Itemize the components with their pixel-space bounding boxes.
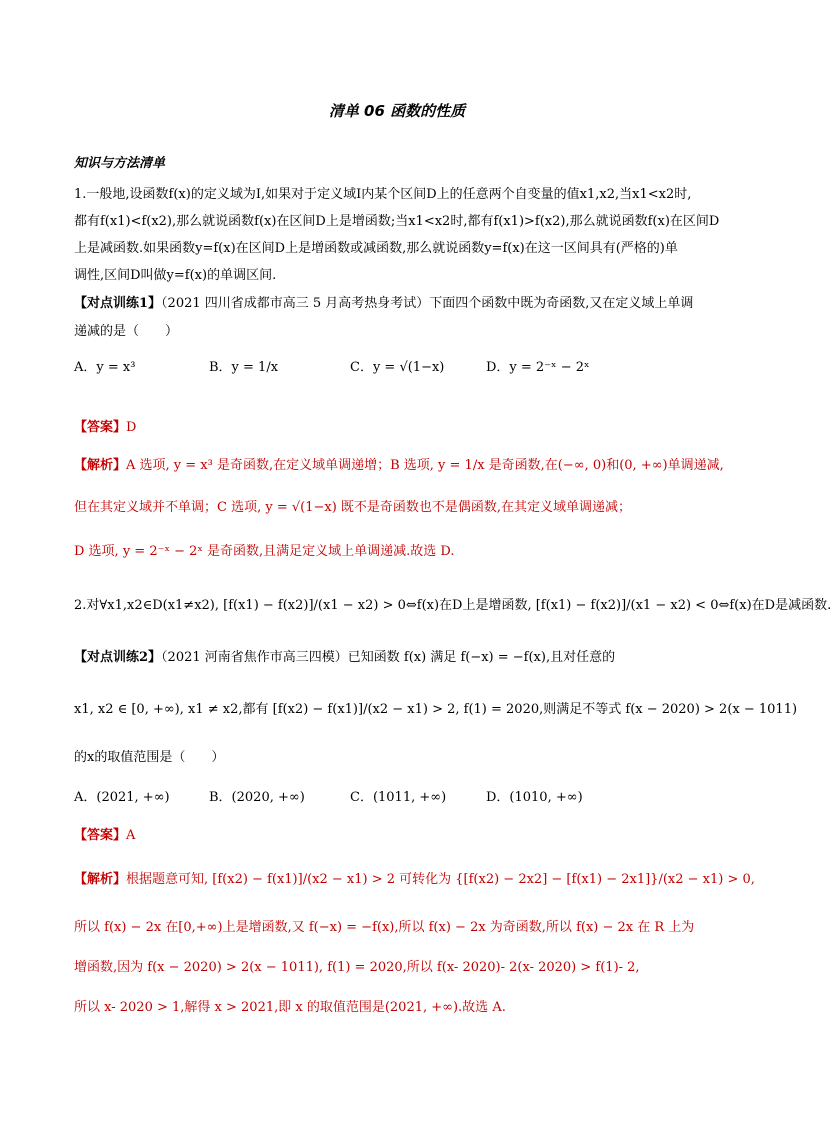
exercise-1-analysis-1: 【解析】A 选项, y = x³ 是奇函数,在定义域单调递增；B 选项, y = 1/x 是奇函数,在(−∞, 0)和(0, +∞)单调递减, xyxy=(74,458,724,473)
definition-line-1: 1.一般地,设函数f(x)的定义域为I,如果对于定义域I内某个区间D上的任意两个自变量的值x1,x2,当x1<x2时, xyxy=(74,187,692,202)
exercise-2-line-2: x1, x2 ∈ [0, +∞), x1 ≠ x2,都有 [f(x2) − f(x1)]/(x2 − x1) > 2, f(1) = 2020,则满足不等式 f(x − 2020) > 2(x − 1011) xyxy=(74,702,798,717)
definition-line-3: 上是减函数.如果函数y=f(x)在区间D上是增函数或减函数,那么就说函数y=f(x)在这一区间具有(严格的)单 xyxy=(74,241,678,256)
page-title: 清单 06 函数的性质 xyxy=(328,102,466,120)
exercise-1-analysis-3: D 选项, y = 2⁻ˣ − 2ˣ 是奇函数,且满足定义域上单调递减.故选 D. xyxy=(74,544,455,559)
answer-value: A xyxy=(126,828,136,843)
option-d: D．(1010, +∞) xyxy=(486,790,583,805)
exercise-1-tag: 【对点训练1】 xyxy=(74,296,162,311)
exercise-2-analysis-2: 所以 f(x) − 2x 在[0,+∞)上是增函数,又 f(−x) = −f(x),所以 f(x) − 2x 为奇函数,所以 f(x) − 2x 在 R 上为 xyxy=(74,920,695,935)
option-b: B．(2020, +∞) xyxy=(209,790,305,805)
exercise-2-line-3: 的x的取值范围是（ ） xyxy=(74,750,225,765)
section-heading: 知识与方法清单 xyxy=(74,156,166,171)
monotonic-criterion: 2.对∀x1,x2∈D(x1≠x2), [f(x1) − f(x2)]/(x1 − x2) > 0⇔f(x)在D上是增函数, [f(x1) − f(x2)]/(x1 − x2) < 0⇔f(x)在D是减函数. xyxy=(74,598,831,613)
answer-tag: 【答案】 xyxy=(74,828,127,843)
definition-line-2: 都有f(x1)<f(x2),那么就说函数f(x)在区间D上是增函数;当x1<x2时,都有f(x1)>f(x2),那么就说函数f(x)在区间D xyxy=(74,214,720,229)
exercise-2-analysis-4: 所以 x- 2020 > 1,解得 x > 2021,即 x 的取值范围是(2021, +∞).故选 A. xyxy=(74,1000,506,1015)
exercise-2-tag: 【对点训练2】 xyxy=(74,650,162,665)
exercise-2-stem: （2021 河南省焦作市高三四模）已知函数 f(x) 满足 f(−x) = −f(x),且对任意的 xyxy=(161,650,616,665)
answer-value: D xyxy=(126,420,137,435)
answer-tag: 【答案】 xyxy=(74,420,127,435)
exercise-2-line-1 xyxy=(74,648,724,668)
option-b: B．y = 1/x xyxy=(209,360,279,375)
exercise-1-stem: （2021 四川省成都市高三 5 月高考热身考试）下面四个函数中既为奇函数,又在定义域上单调 xyxy=(161,296,694,311)
exercise-1-line-1 xyxy=(74,294,724,314)
exercise-2-options xyxy=(74,786,724,808)
definition-line-4: 调性,区间D叫做y=f(x)的单调区间. xyxy=(74,268,277,283)
exercise-1-options xyxy=(74,356,724,378)
exercise-2-analysis-1: 【解析】根据题意可知, [f(x2) − f(x1)]/(x2 − x1) > 2 可转化为 {[f(x2) − 2x2] − [f(x1) − 2x1]}/(x2 − x1) > 0, xyxy=(74,872,755,887)
option-a: A．y = x³ xyxy=(74,360,136,375)
analysis-tag: 【解析】 xyxy=(74,458,127,473)
option-c: C．y = √(1−x) xyxy=(350,360,445,375)
exercise-1-line-2: 递减的是（ ） xyxy=(74,324,179,339)
option-a: A．(2021, +∞) xyxy=(74,790,170,805)
option-d: D．y = 2⁻ˣ − 2ˣ xyxy=(486,360,590,375)
option-c: C．(1011, +∞) xyxy=(350,790,447,805)
exercise-1-analysis-2: 但在其定义域并不单调；C 选项, y = √(1−x) 既不是奇函数也不是偶函数,在其定义域单调递减； xyxy=(74,500,632,515)
analysis-tag: 【解析】 xyxy=(74,872,127,887)
exercise-1-answer xyxy=(74,418,724,438)
exercise-2-answer xyxy=(74,826,724,846)
exercise-2-analysis-3: 增函数,因为 f(x − 2020) > 2(x − 1011), f(1) = 2020,所以 f(x- 2020)- 2(x- 2020) > f(1)- 2, xyxy=(74,960,640,975)
